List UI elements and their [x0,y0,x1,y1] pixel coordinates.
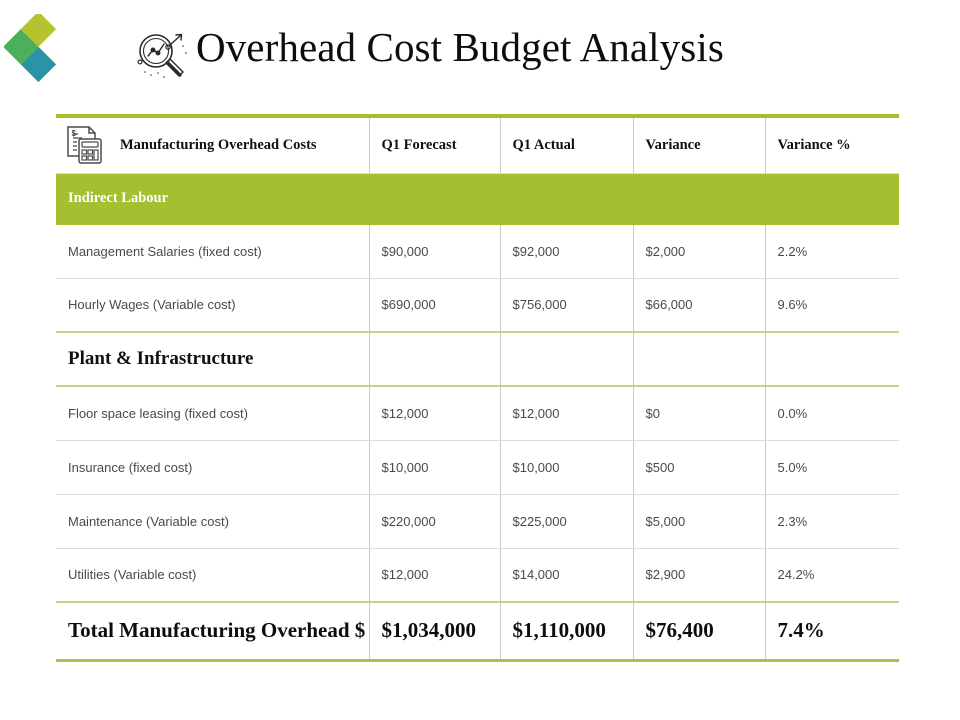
row-name-cell [56,278,369,332]
total-forecast-cell [369,602,500,660]
row-actual-value: $225,000 [512,513,567,529]
overhead-cost-budget-table [56,114,899,662]
row-forecast-cell [369,224,500,278]
svg-text:$: $ [71,129,76,139]
column-header-label-variance: Variance [645,136,701,153]
magnifier-analytics-icon [131,26,191,84]
table-row [56,278,899,332]
total-variance-cell [633,602,765,660]
table-total-row [56,602,899,660]
row-label: Maintenance (Variable cost) [68,513,229,529]
row-variance-pct-value: 2.3% [777,513,808,529]
row-variance-pct-value: 9.6% [777,297,808,313]
column-header-q1-actual [500,116,633,173]
row-variance-value: $66,000 [645,297,693,313]
row-actual-value: $12,000 [512,405,560,421]
section-label-cell [56,332,369,386]
row-variance-cell [633,386,765,440]
row-variance-pct-cell [765,548,899,602]
section-empty-cell [765,173,899,224]
row-label: Insurance (fixed cost) [68,459,193,475]
row-forecast-cell [369,386,500,440]
total-actual-cell [500,602,633,660]
row-variance-pct-cell [765,494,899,548]
row-forecast-cell [369,278,500,332]
row-variance-cell [633,548,765,602]
row-actual-value: $14,000 [512,567,560,583]
row-variance-cell [633,278,765,332]
table-row [56,386,899,440]
row-actual-cell [500,548,633,602]
section-empty-cell [633,332,765,386]
row-actual-cell [500,494,633,548]
row-variance-pct-cell [765,278,899,332]
row-label: Management Salaries (fixed cost) [68,243,262,259]
column-header-label-variance-pct: Variance % [777,136,851,153]
row-variance-pct-value: 24.2% [777,567,815,583]
row-forecast-value: $220,000 [381,513,436,529]
table-row [56,548,899,602]
section-empty-cell [633,173,765,224]
row-forecast-cell [369,548,500,602]
row-actual-value: $92,000 [512,243,560,259]
row-actual-value: $756,000 [512,297,567,313]
section-header-row-plant-infrastructure [56,332,899,386]
row-label: Hourly Wages (Variable cost) [68,297,236,313]
table-row [56,224,899,278]
section-empty-cell [369,332,500,386]
row-forecast-value: $90,000 [381,243,429,259]
column-header-variance-pct [765,116,899,173]
table-row [56,440,899,494]
row-variance-pct-cell [765,224,899,278]
row-variance-pct-cell [765,386,899,440]
column-header-label-q1-forecast: Q1 Forecast [381,136,457,153]
row-variance-value: $500 [645,459,675,475]
row-actual-cell [500,386,633,440]
total-variance-pct-value: 7.4% [777,618,825,643]
section-header-row-indirect-labour [56,173,899,224]
slide-header [0,0,960,110]
row-forecast-value: $10,000 [381,459,429,475]
section-empty-cell [500,332,633,386]
row-name-cell [56,440,369,494]
section-empty-cell [765,332,899,386]
column-header-variance [633,116,765,173]
row-variance-pct-value: 2.2% [777,243,808,259]
row-forecast-cell [369,440,500,494]
row-actual-cell [500,278,633,332]
section-label-indirect-labour: Indirect Labour [68,190,169,206]
table-row [56,494,899,548]
column-header-q1-forecast [369,116,500,173]
total-variance-pct-cell [765,602,899,660]
row-forecast-value: $690,000 [381,297,436,313]
total-actual-value: $1,110,000 [512,618,606,643]
row-label: Utilities (Variable cost) [68,567,197,583]
diamond-logo [4,14,70,88]
row-name-cell [56,386,369,440]
total-variance-value: $76,400 [645,618,714,643]
row-forecast-cell [369,494,500,548]
budget-table-container [56,114,899,662]
row-name-cell [56,548,369,602]
row-variance-value: $0 [645,405,660,421]
row-forecast-value: $12,000 [381,567,429,583]
row-variance-cell [633,494,765,548]
row-variance-value: $2,900 [645,567,686,583]
row-variance-value: $2,000 [645,243,686,259]
section-empty-cell [369,173,500,224]
row-variance-pct-value: 5.0% [777,459,808,475]
total-forecast-value: $1,034,000 [381,618,476,643]
section-label-cell [56,173,369,224]
total-label: Total Manufacturing Overhead $ [68,618,366,643]
section-empty-cell [500,173,633,224]
page-title: Overhead Cost Budget Analysis [196,24,724,70]
row-label: Floor space leasing (fixed cost) [68,405,248,421]
column-header-label-q1-actual: Q1 Actual [512,136,575,153]
row-actual-cell [500,440,633,494]
column-header-label-costs: Manufacturing Overhead Costs [120,136,317,153]
row-variance-pct-cell [765,440,899,494]
row-actual-value: $10,000 [512,459,560,475]
row-name-cell [56,494,369,548]
total-label-cell [56,602,369,660]
row-actual-cell [500,224,633,278]
row-name-cell [56,224,369,278]
column-header-costs [56,116,369,173]
row-variance-pct-value: 0.0% [777,405,808,421]
table-header-row [56,116,899,173]
row-variance-cell [633,440,765,494]
section-label-plant-infrastructure: Plant & Infrastructure [68,348,254,369]
row-forecast-value: $12,000 [381,405,429,421]
row-variance-cell [633,224,765,278]
row-variance-value: $5,000 [645,513,686,529]
invoice-calculator-icon [64,124,104,166]
